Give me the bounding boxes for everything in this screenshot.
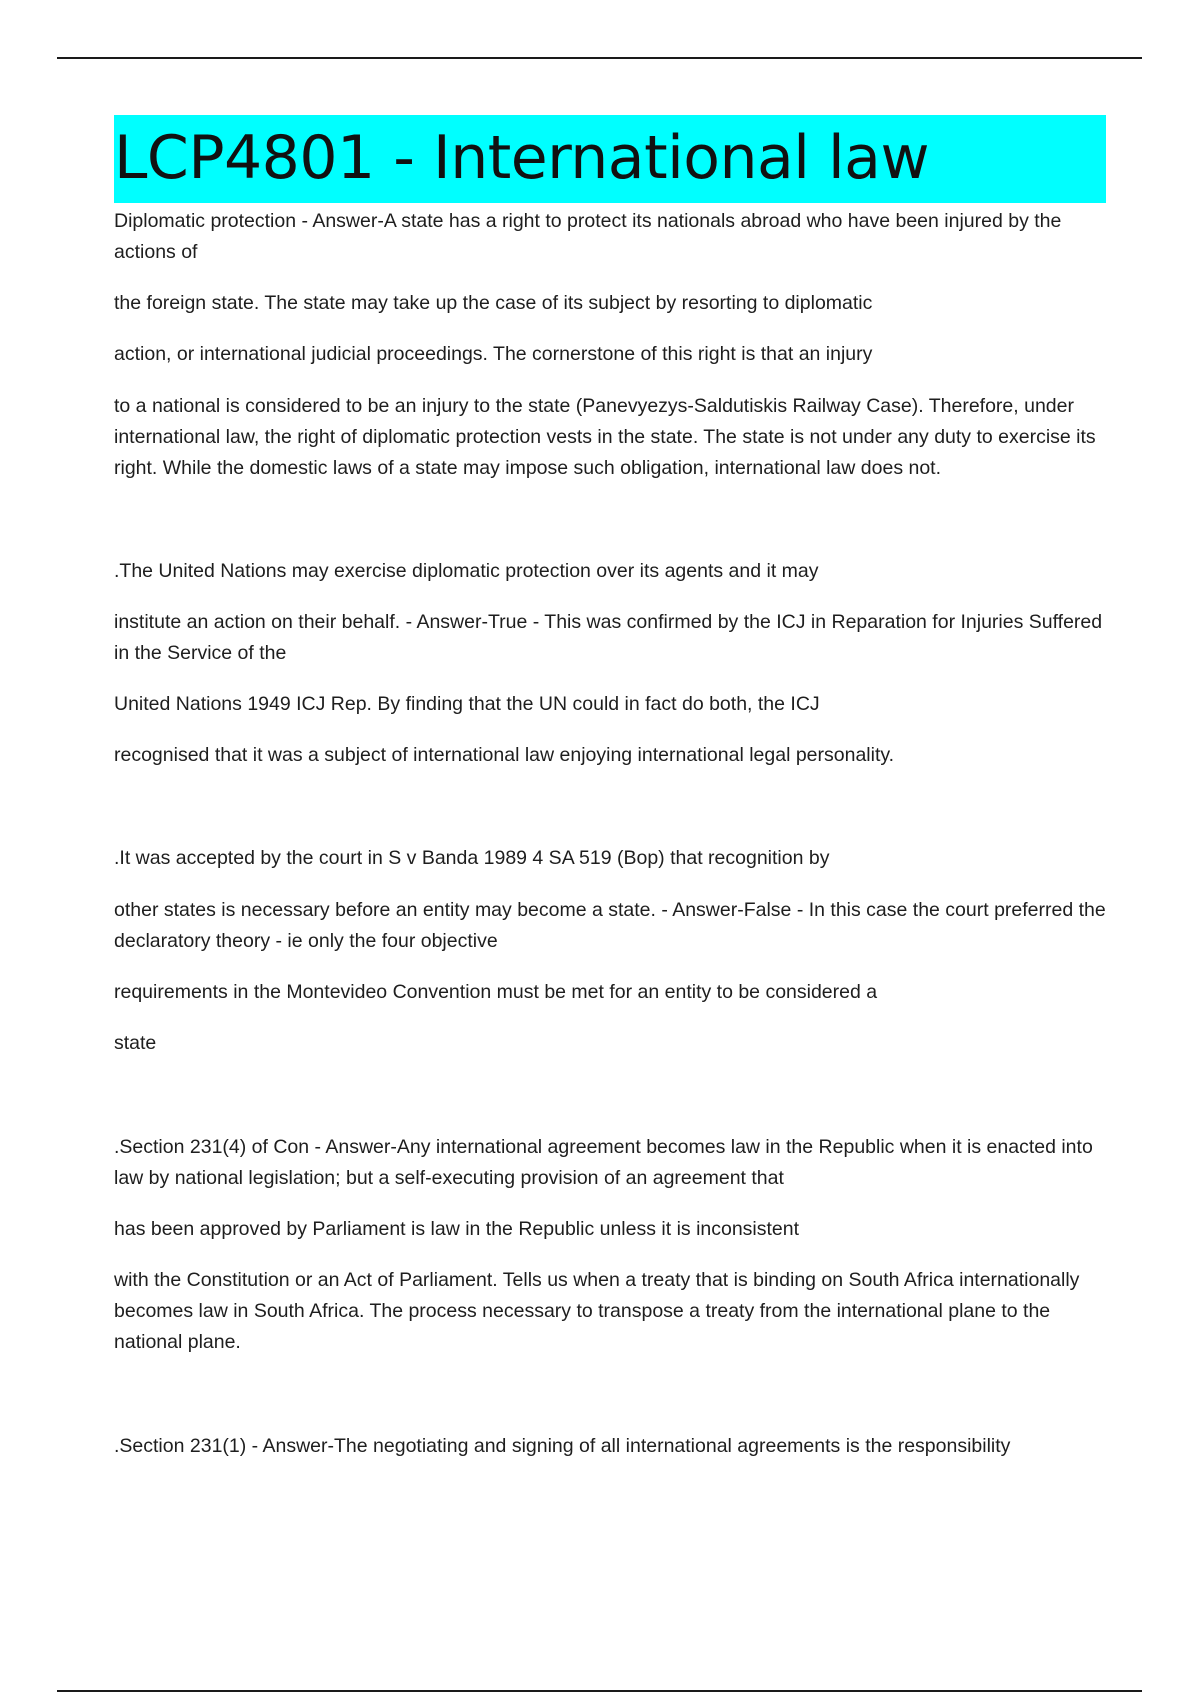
paragraph: institute an action on their behalf. - Answer-True - This was confirmed by the ICJ in Reparation for Injuries Suffered in the Service of the	[114, 611, 1103, 664]
paragraph: .It was accepted by the court in S v Banda 1989 4 SA 519 (Bop) that recognition by	[114, 847, 830, 869]
paragraph: requirements in the Montevideo Convention must be met for an entity to be considered a	[114, 981, 878, 1003]
paragraph: .Section 231(1) - Answer-The negotiating and signing of all international agreements is the responsibility	[114, 1435, 1011, 1457]
paragraph: Diplomatic protection - Answer-A state has a right to protect its nationals abroad who have been injured by the actions of	[114, 210, 1062, 263]
paragraph: with the Constitution or an Act of Parliament. Tells us when a treaty that is binding on South Africa internationally becomes law in South Africa. The process necessary to transpose a treaty from the international plane to the national plane.	[114, 1269, 1080, 1353]
bottom-rule	[57, 1690, 1142, 1692]
paragraph: action, or international judicial proceedings. The cornerstone of this right is that an injury	[114, 343, 873, 365]
paragraph: recognised that it was a subject of international law enjoying international legal personality.	[114, 744, 895, 766]
paragraph: .The United Nations may exercise diplomatic protection over its agents and it may	[114, 560, 819, 582]
paragraph: to a national is considered to be an injury to the state (Panevyezys-Saldutiskis Railway Case). Therefore, under international law, the right of diplomatic protection vests in the state. The state is not under any duty to exercise its right. While the domestic laws of a state may impose such obligation, international law does not.	[114, 395, 1096, 479]
paragraph: the foreign state. The state may take up the case of its subject by resorting to diplomatic	[114, 292, 873, 314]
paragraph: has been approved by Parliament is law in the Republic unless it is inconsistent	[114, 1218, 800, 1240]
paragraph: United Nations 1949 ICJ Rep. By finding that the UN could in fact do both, the ICJ	[114, 693, 820, 715]
paragraph: .Section 231(4) of Con - Answer-Any international agreement becomes law in the Republic when it is enacted into law by national legislation; but a self-executing provision of an agreement that	[114, 1136, 1093, 1189]
paragraph: state	[114, 1032, 157, 1054]
document-title: LCP4801 - International law	[114, 123, 930, 193]
top-rule	[57, 57, 1142, 59]
paragraph: other states is necessary before an entity may become a state. - Answer-False - In this case the court preferred the declaratory theory - ie only the four objective	[114, 899, 1106, 952]
